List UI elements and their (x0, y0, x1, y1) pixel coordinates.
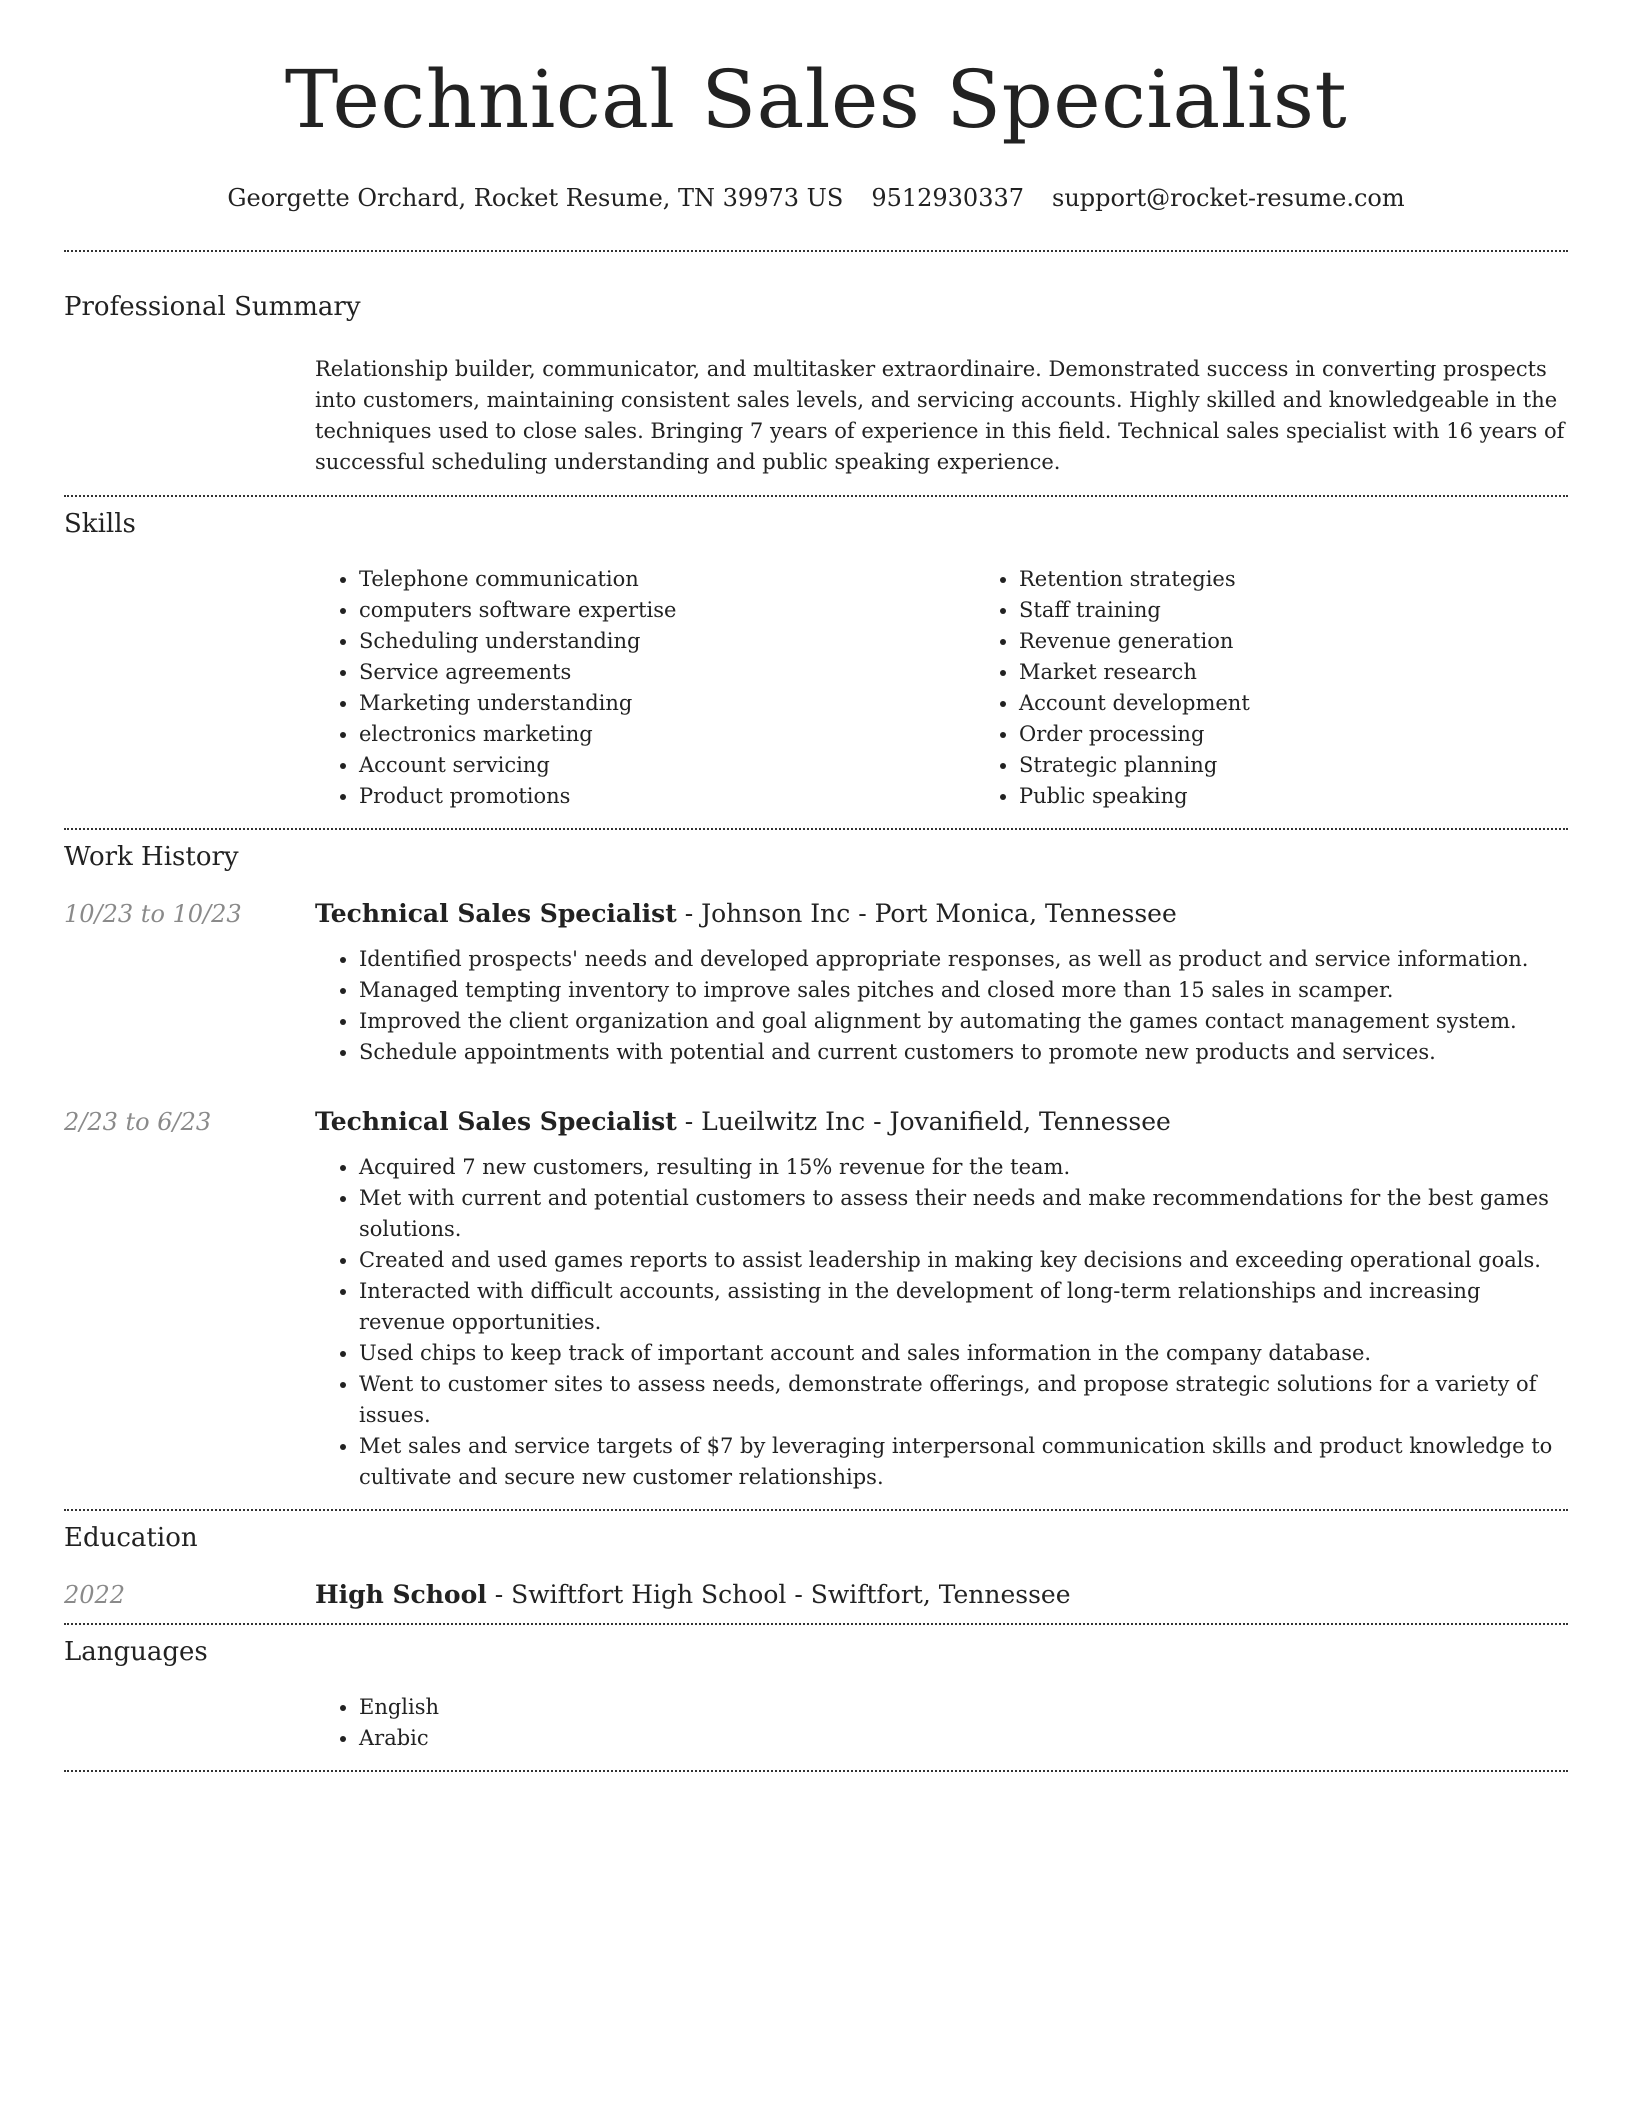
job-heading (315, 897, 1568, 931)
divider (64, 1509, 1568, 1511)
job-entry (64, 897, 1568, 1068)
skills-section (64, 507, 1568, 812)
skill-item: • Public speaking (1019, 781, 1632, 812)
job-bullet: • Acquired 7 new customers, resulting in 15% revenue for the team. (359, 1152, 1568, 1183)
divider (64, 495, 1568, 497)
contact-phone: 9512930337 (871, 184, 1025, 212)
languages-list (315, 1692, 1568, 1754)
job-bullet: • Identified prospects' needs and developed appropriate responses, as well as product and service information. (359, 944, 1568, 975)
skill-item: • Scheduling understanding (359, 626, 975, 657)
contact-line (64, 182, 1568, 214)
resume-header (64, 0, 1568, 214)
languages-section (64, 1635, 1568, 1754)
contact-email: support@rocket-resume.com (1052, 184, 1405, 212)
skill-item: • Account development (1019, 688, 1632, 719)
job-bullets (315, 944, 1568, 1068)
section-title-summary: Professional Summary (64, 292, 361, 322)
summary-section (64, 290, 1568, 478)
job-bullet: • Went to customer sites to assess needs, demonstrate offerings, and propose strategic solutions for a variety of issues. (359, 1369, 1568, 1431)
divider (64, 1623, 1568, 1625)
job-bullets (315, 1152, 1568, 1493)
job-bullet: • Managed tempting inventory to improve sales pitches and closed more than 15 sales in scamper. (359, 975, 1568, 1006)
job-details: - Johnson Inc - Port Monica, Tennessee (676, 899, 1177, 928)
job-role: Technical Sales Specialist (315, 899, 677, 928)
skill-item: • Service agreements (359, 657, 975, 688)
job-bullet: • Interacted with difficult accounts, assisting in the development of long-term relationships and increasing revenue opportunities. (359, 1276, 1568, 1338)
language-item: • English (359, 1692, 1568, 1723)
skill-item: • Strategic planning (1019, 750, 1632, 781)
candidate-title: Technical Sales Specialist (284, 53, 1348, 146)
skill-item: • Product promotions (359, 781, 975, 812)
skill-item: • Staff training (1019, 595, 1632, 626)
divider (64, 250, 1568, 252)
job-details: - Lueilwitz Inc - Jovanifield, Tennessee (676, 1107, 1171, 1136)
skill-item: • Retention strategies (1019, 564, 1632, 595)
skill-item: • Market research (1019, 657, 1632, 688)
work-history-section (64, 840, 1568, 1493)
education-degree: High School (315, 1580, 487, 1609)
job-bullet: • Used chips to keep track of important account and sales information in the company database. (359, 1338, 1568, 1369)
job-entry (64, 1105, 1568, 1493)
skill-item: • Account servicing (359, 750, 975, 781)
contact-address: Georgette Orchard, Rocket Resume, TN 39973 US (227, 184, 844, 212)
divider (64, 828, 1568, 830)
job-dates: 2/23 to 6/23 (64, 1108, 212, 1136)
section-title-skills: Skills (64, 509, 136, 539)
language-item: • Arabic (359, 1723, 1568, 1754)
job-bullet: • Schedule appointments with potential and current customers to promote new products and services. (359, 1037, 1568, 1068)
job-role: Technical Sales Specialist (315, 1107, 677, 1136)
section-title-education: Education (64, 1523, 198, 1553)
job-bullet: • Created and used games reports to assist leadership in making key decisions and exceeding operational goals. (359, 1245, 1568, 1276)
skills-list-right (975, 564, 1632, 812)
education-year: 2022 (64, 1581, 126, 1609)
education-section (64, 1521, 1568, 1612)
skills-list-left (315, 564, 975, 812)
skill-item: • Order processing (1019, 719, 1632, 750)
divider (64, 1770, 1568, 1772)
education-heading (315, 1578, 1568, 1612)
section-title-languages: Languages (64, 1637, 208, 1667)
job-bullet: • Improved the client organization and goal alignment by automating the games contact management system. (359, 1006, 1568, 1037)
skill-item: • Marketing understanding (359, 688, 975, 719)
education-details: - Swiftfort High School - Swiftfort, Tennessee (486, 1580, 1071, 1609)
skill-item: • computers software expertise (359, 595, 975, 626)
job-bullet: • Met with current and potential customers to assess their needs and make recommendations for the best games solutions. (359, 1183, 1568, 1245)
job-dates: 10/23 to 10/23 (64, 900, 242, 928)
job-heading (315, 1105, 1568, 1139)
job-bullet: • Met sales and service targets of $7 by leveraging interpersonal communication skills and product knowledge to cultivate and secure new customer relationships. (359, 1431, 1568, 1493)
education-entry (64, 1578, 1568, 1612)
skill-item: • Telephone communication (359, 564, 975, 595)
skill-item: • Revenue generation (1019, 626, 1632, 657)
skill-item: • electronics marketing (359, 719, 975, 750)
summary-text: Relationship builder, communicator, and multitasker extraordinaire. Demonstrated success in converting prospects into customers, maintaining consistent sales levels, and servicing accounts. Highly skilled and knowledgeable in the techniques used to close sales. Bringing 7 years of experience in this field. Technical sales specialist with 16 years of successful scheduling understanding and public speaking experience. (315, 357, 1565, 474)
section-title-work: Work History (64, 842, 239, 872)
